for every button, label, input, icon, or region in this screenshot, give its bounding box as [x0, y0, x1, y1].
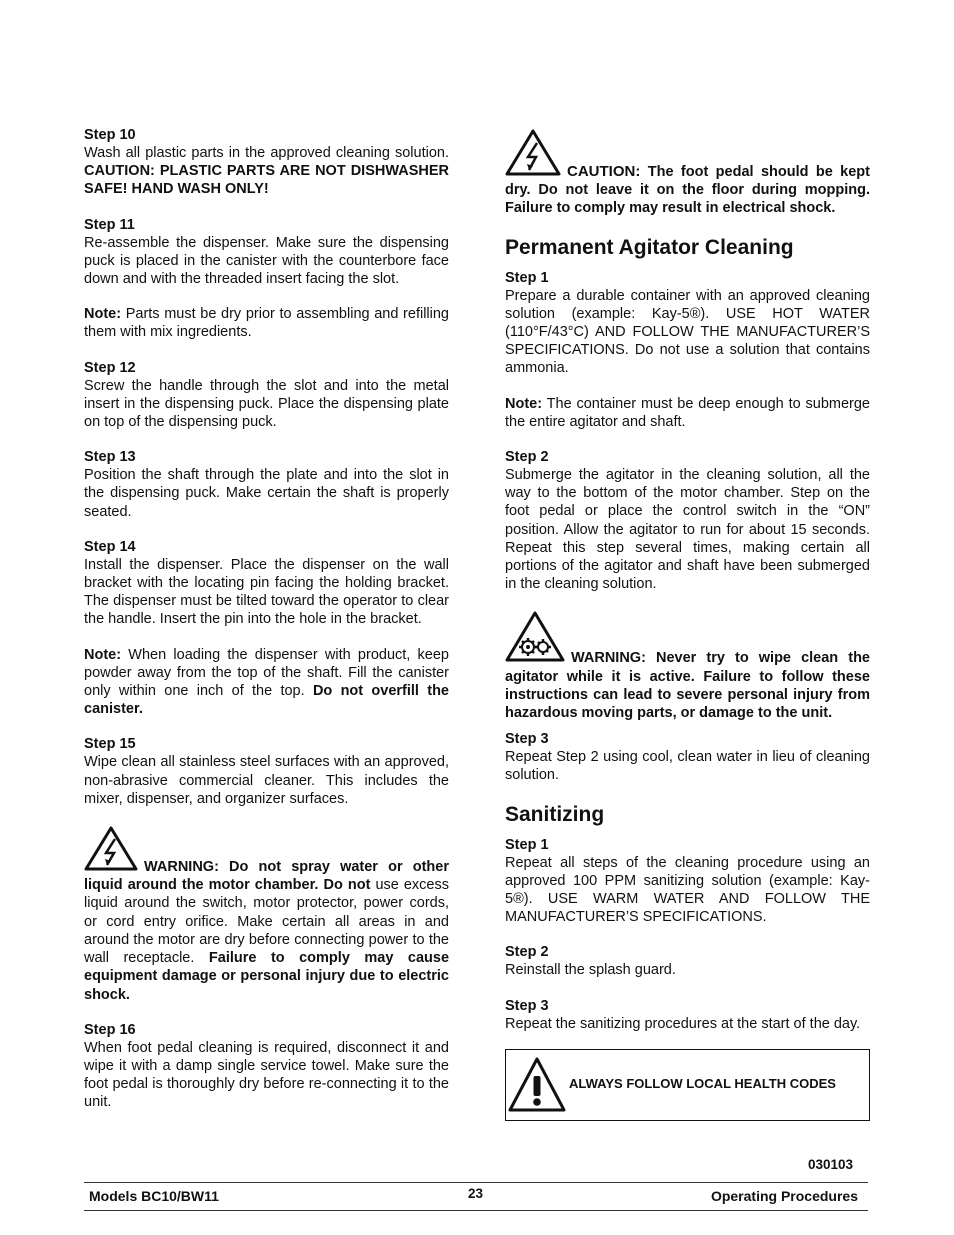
- step-text: Install the dispenser. Place the dispenser on the wall bracket with the locating pin facing the holding bracket. The dispenser must be tilted toward the operator to clear the handle. Insert the pin into the hole in the bracket.: [84, 556, 449, 628]
- footer-divider-bottom: [84, 1210, 868, 1211]
- note-text: When loading the dispenser with product, keep powder away from the top of the shaft. Fill the canister only within one inch of the top.: [84, 646, 449, 700]
- agitator-step-2: [505, 448, 870, 593]
- document-code: 030103: [808, 1157, 854, 1172]
- step-text: Wipe clean all stainless steel surfaces with an approved, non-abrasive commercial cleaner. This includes the mixer, dispenser, and organizer surfaces.: [84, 754, 449, 807]
- footer-models: Models BC10/BW11: [89, 1188, 219, 1204]
- step-label: Step 3: [505, 731, 549, 748]
- footer-divider-top: [84, 1182, 868, 1183]
- caution-label: CAUTION:: [567, 163, 641, 180]
- caution-text: The foot pedal should be kept dry. Do not leave it on the floor during mopping. Failure to comply may result in electrical shock.: [505, 164, 870, 217]
- sanitizing-step-3: [505, 997, 870, 1033]
- step-text: Repeat the sanitizing procedures at the start of the day.: [505, 1015, 861, 1032]
- step-text: Wash all plastic parts in the approved cleaning solution.: [84, 145, 449, 161]
- step-label: Step 3: [505, 997, 549, 1014]
- step-label: Step 15: [84, 736, 136, 753]
- note-text: Parts must be dry prior to assembling and refilling them with mix ingredients.: [84, 306, 449, 341]
- warning-motor-chamber: [84, 825, 449, 1004]
- step-label: Step 14: [84, 538, 136, 555]
- agitator-step-3: [505, 730, 870, 784]
- caution-text: CAUTION: PLASTIC PARTS ARE NOT DISHWASHER SAFE! HAND WASH ONLY!: [84, 163, 449, 198]
- note-label: Note:: [84, 306, 122, 323]
- warning-bold-1: WARNING: Do not spray water or other liquid around the motor chamber. Do not: [84, 859, 449, 894]
- section-heading-sanitizing: Sanitizing: [505, 802, 605, 826]
- moving-parts-warning-icon: [505, 610, 565, 667]
- warning-bold-2: Failure to comply may cause equipment damage or personal injury due to electric shock.: [84, 950, 450, 1003]
- footer-section: Operating Procedures: [710, 1188, 858, 1204]
- health-codes-notice: [505, 1049, 870, 1121]
- step-label: Step 16: [84, 1021, 136, 1038]
- step-15: [84, 735, 449, 808]
- step-13: [84, 448, 449, 521]
- step-text: Reinstall the splash guard.: [505, 962, 676, 979]
- step-label: Step 10: [84, 127, 136, 143]
- electric-shock-warning-icon: [84, 825, 138, 876]
- step-label: Step 13: [84, 449, 136, 466]
- step-label: Step 12: [84, 359, 136, 376]
- left-column: [84, 126, 449, 1129]
- step-text: Repeat all steps of the cleaning procedure using an approved 100 PPM sanitizing solution (example: Kay-5®). USE WARM WATER AND FOLLOW THE MANUFACTURER’S SPECIFICATIONS.: [505, 854, 870, 926]
- step-label: Step 2: [505, 944, 549, 961]
- electric-shock-warning-icon: [505, 128, 561, 181]
- step-text: Re-assemble the dispenser. Make sure the dispensing puck is placed in the canister with the counterbore face down and with the threaded insert facing the slot.: [84, 234, 449, 288]
- step-16: [84, 1021, 449, 1112]
- step-10: [84, 126, 449, 199]
- step-label: Step 2: [505, 449, 549, 466]
- note-text: The container must be deep enough to submerge the entire agitator and shaft.: [505, 395, 870, 430]
- step-11: [84, 216, 449, 289]
- sanitizing-step-1: [505, 836, 870, 927]
- note-bold-text: Do not overfill the canister.: [84, 683, 449, 718]
- page-number: 23: [468, 1186, 484, 1201]
- step-label: Step 1: [505, 269, 549, 286]
- note-label: Note:: [84, 646, 122, 663]
- agitator-step-1: [505, 269, 870, 378]
- sanitizing-step-2: [505, 943, 870, 979]
- step-12: [84, 359, 449, 432]
- warning-text: use excess liquid around the switch, motor protector, power cords, or cord entry orifice. Make certain all areas in and around the motor are dry before connecting power to the wall receptacle.: [84, 877, 449, 967]
- step-text: Prepare a durable container with an approved cleaning solution (example: Kay-5®). USE HOT WATER (110°F/43°C) AND FOLLOW THE MANUFACTURER’S SPECIFICATIONS. Do not use a solution that contains ammonia.: [505, 287, 870, 377]
- step-text: Submerge the agitator in the cleaning solution, all the way to the bottom of the motor chamber. Step on the foot pedal or place the control switch in the “ON” position. Allow the agitator to run for about 15 seconds. Repeat this step several times, making certain all portions of the agitator and shaft have been submerged in the cleaning solution.: [505, 467, 870, 593]
- right-column: [505, 128, 870, 1050]
- note-container: [505, 395, 870, 431]
- step-14: [84, 538, 449, 629]
- step-text: Position the shaft through the plate and into the slot in the dispensing puck. Make certain the shaft is properly seated.: [84, 467, 449, 520]
- warning-text: WARNING: Never try to wipe clean the agitator while it is active. Failure to follow these instructions can lead to severe personal injury from hazardous moving parts, or damage to the unit.: [505, 650, 870, 722]
- note-loading: [84, 646, 449, 719]
- health-codes-text: ALWAYS FOLLOW LOCAL HEALTH CODES: [569, 1076, 836, 1091]
- step-label: Step 1: [505, 836, 549, 853]
- note-label: Note:: [505, 395, 543, 412]
- step-text: Repeat Step 2 using cool, clean water in lieu of cleaning solution.: [505, 749, 870, 784]
- exclamation-warning-icon: [508, 1056, 566, 1119]
- note-assembling: [84, 305, 449, 341]
- caution-foot-pedal: [505, 128, 870, 218]
- step-text: Screw the handle through the slot and into the metal insert in the dispensing puck. Place the dispensing plate on top of the dispensing puck.: [84, 377, 449, 431]
- step-text: When foot pedal cleaning is required, disconnect it and wipe it with a damp single service towel. Make sure the foot pedal is thoroughly dry before re-connecting it to the unit.: [84, 1039, 449, 1111]
- section-heading-agitator: Permanent Agitator Cleaning: [505, 235, 794, 259]
- step-label: Step 11: [84, 216, 135, 233]
- warning-agitator: [505, 610, 870, 722]
